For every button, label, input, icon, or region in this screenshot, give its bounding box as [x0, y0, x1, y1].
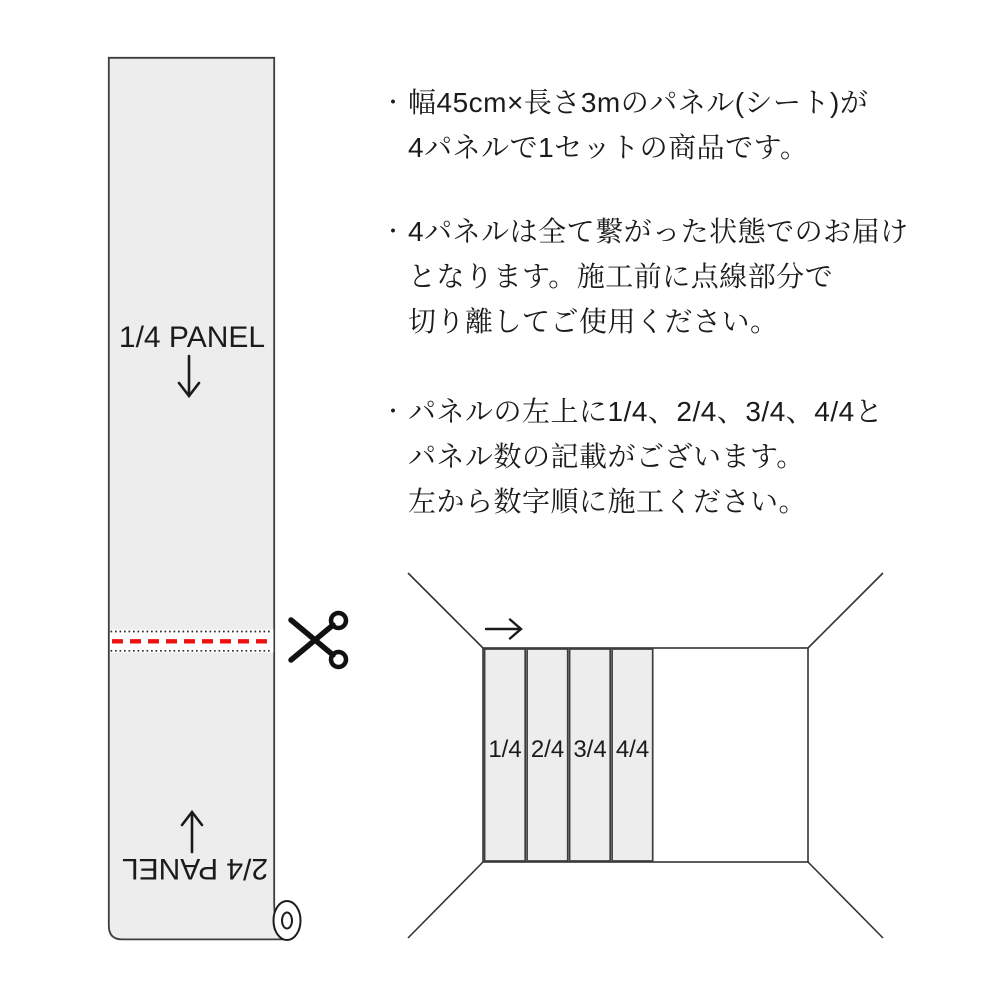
instruction-line: パネル数の記載がございます。 — [408, 441, 805, 472]
instruction-line: となります。施工前に点線部分で — [408, 261, 834, 292]
instruction-line: 幅45cm×長さ3mのパネル(シート)が — [408, 87, 869, 118]
ceiling-line-right — [808, 573, 883, 648]
scissors-icon — [291, 613, 346, 667]
floor-line-left — [408, 862, 483, 938]
wall-perspective-diagram — [408, 573, 883, 938]
panel-1of4-label: 1/4 PANEL — [118, 321, 266, 354]
wall-panel-label-1: 1/4 — [488, 736, 522, 763]
instruction-line: 4パネルで1セットの商品です。 — [408, 132, 809, 163]
instruction-lines — [408, 80, 868, 170]
instruction-block-2 — [382, 209, 909, 344]
instruction-lines — [408, 389, 883, 524]
panel-sheet — [109, 58, 290, 940]
instruction-line: 4パネルは全て繋がった状態でのお届け — [408, 216, 909, 247]
wall-panel-label-2: 2/4 — [530, 736, 565, 763]
ceiling-line-left — [408, 573, 483, 648]
rolled-panel-figure — [109, 58, 301, 940]
roll-core-hole — [282, 913, 292, 929]
roll-end — [274, 901, 301, 940]
bullet: ・ — [382, 90, 405, 115]
wall-panel-label-3: 3/4 — [573, 736, 607, 763]
wall-panel-label-4: 4/4 — [615, 736, 650, 763]
instruction-block-3 — [382, 389, 883, 524]
instruction-block-1 — [382, 80, 868, 170]
right-arrow-icon — [486, 620, 521, 639]
bullet: ・ — [382, 219, 405, 244]
instruction-line: 左から数字順に施工ください。 — [408, 486, 808, 517]
instruction-line: パネルの左上に1/4、2/4、3/4、4/4と — [408, 396, 884, 427]
bullet: ・ — [382, 399, 405, 424]
instruction-lines — [408, 209, 909, 344]
instruction-line: 切り離してご使用ください。 — [408, 306, 779, 337]
floor-line-right — [808, 862, 883, 938]
panel-2of4-label: 2/4 PANEL — [121, 852, 269, 885]
